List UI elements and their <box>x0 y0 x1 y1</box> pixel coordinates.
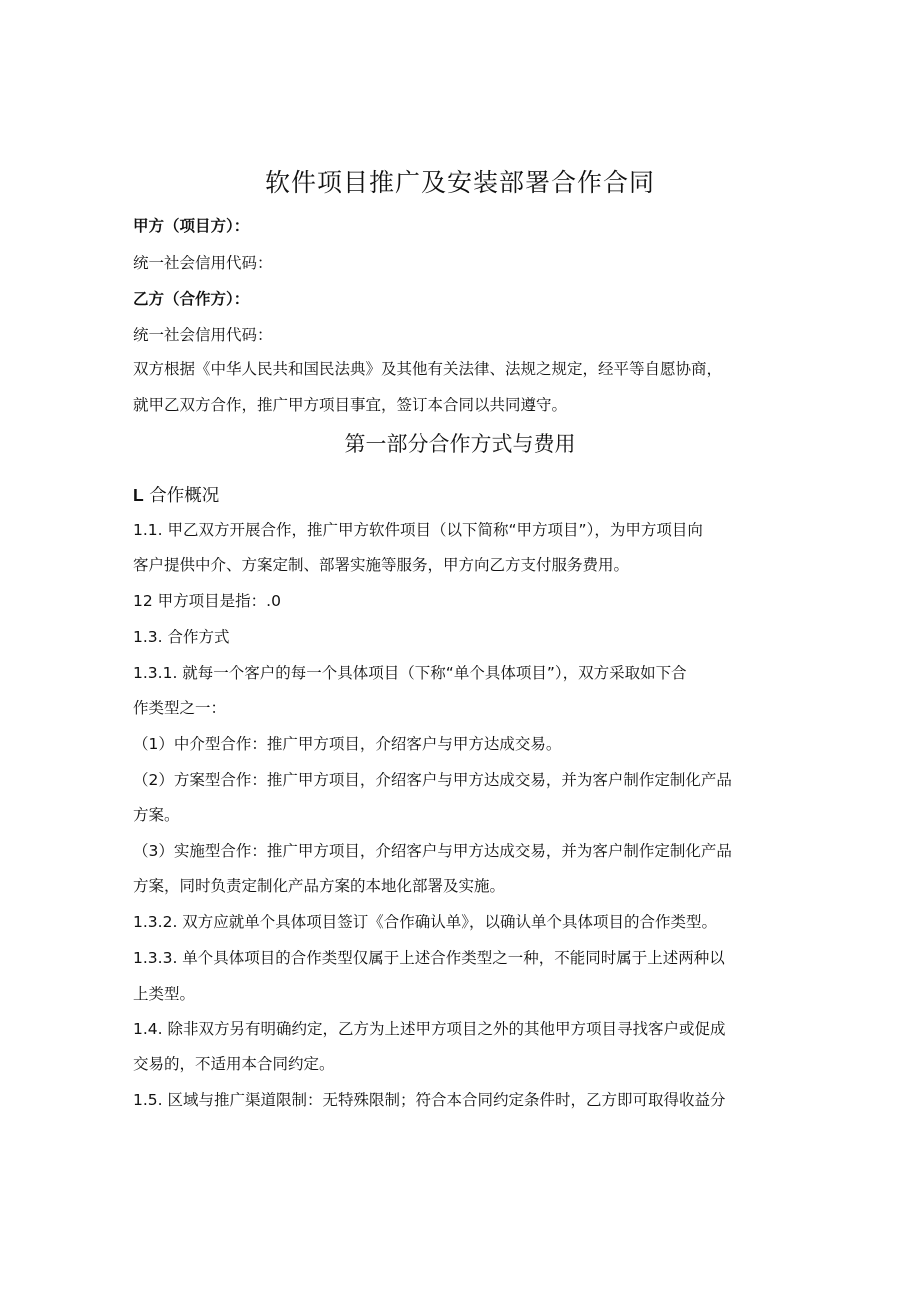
party-b-label: 乙方（合作方）： <box>133 290 250 308</box>
part-one-title: 第一部分合作方式与费用 <box>344 432 576 456</box>
section-title: 合作概况 <box>149 486 220 506</box>
clause-line: 1.3. 合作方式 <box>133 628 230 646</box>
preamble-line: 双方根据《中华人民共和国民法典》及其他有关法律、法规之规定，经平等自愿协商， <box>133 360 723 378</box>
clause-line: 1.1. 甲乙双方开展合作，推广甲方软件项目（以下简称“甲方项目”），为甲方项目向 <box>133 521 703 539</box>
clause-line: 交易的，不适用本合同约定。 <box>133 1055 335 1073</box>
clause-line: 1.5. 区域与推广渠道限制：无特殊限制；符合本合同约定条件时，乙方即可取得收益分 <box>133 1091 726 1109</box>
clause-line: （1）中介型合作：推广甲方项目，介绍客户与甲方达成交易。 <box>133 735 562 753</box>
party-a-credit-code: 统一社会信用代码： <box>133 254 273 272</box>
section-number: L <box>133 485 144 505</box>
clause-line: 1.4. 除非双方另有明确约定，乙方为上述甲方项目之外的其他甲方项目寻找客户或促成 <box>133 1020 726 1038</box>
party-b-credit-code: 统一社会信用代码： <box>133 326 273 344</box>
contract-title: 软件项目推广及安装部署合作合同 <box>264 168 655 197</box>
clause-line: 上类型。 <box>133 985 196 1003</box>
party-a-label: 甲方（项目方）： <box>133 217 250 235</box>
clause-line: 12 甲方项目是指：.0 <box>133 592 281 610</box>
clause-line: 方案。 <box>133 806 180 824</box>
clause-line: 方案，同时负责定制化产品方案的本地化部署及实施。 <box>133 877 506 895</box>
clause-line: 1.3.1. 就每一个客户的每一个具体项目（下称“单个具体项目”），双方采取如下合 <box>133 664 687 682</box>
clause-line: 1.3.3. 单个具体项目的合作类型仅属于上述合作类型之一种，不能同时属于上述两种以 <box>133 949 725 967</box>
clause-line: （2）方案型合作：推广甲方项目，介绍客户与甲方达成交易，并为客户制作定制化产品 <box>133 771 732 789</box>
section-heading <box>133 483 788 508</box>
clause-line: 1.3.2. 双方应就单个具体项目签订《合作确认单》，以确认单个具体项目的合作类型。 <box>133 913 718 931</box>
clause-line: （3）实施型合作：推广甲方项目，介绍客户与甲方达成交易，并为客户制作定制化产品 <box>133 842 732 860</box>
clause-line: 客户提供中介、方案定制、部署实施等服务，甲方向乙方支付服务费用。 <box>133 556 630 574</box>
preamble-line: 就甲乙双方合作，推广甲方项目事宜，签订本合同以共同遵守。 <box>133 396 568 414</box>
clause-line: 作类型之一： <box>133 699 227 717</box>
